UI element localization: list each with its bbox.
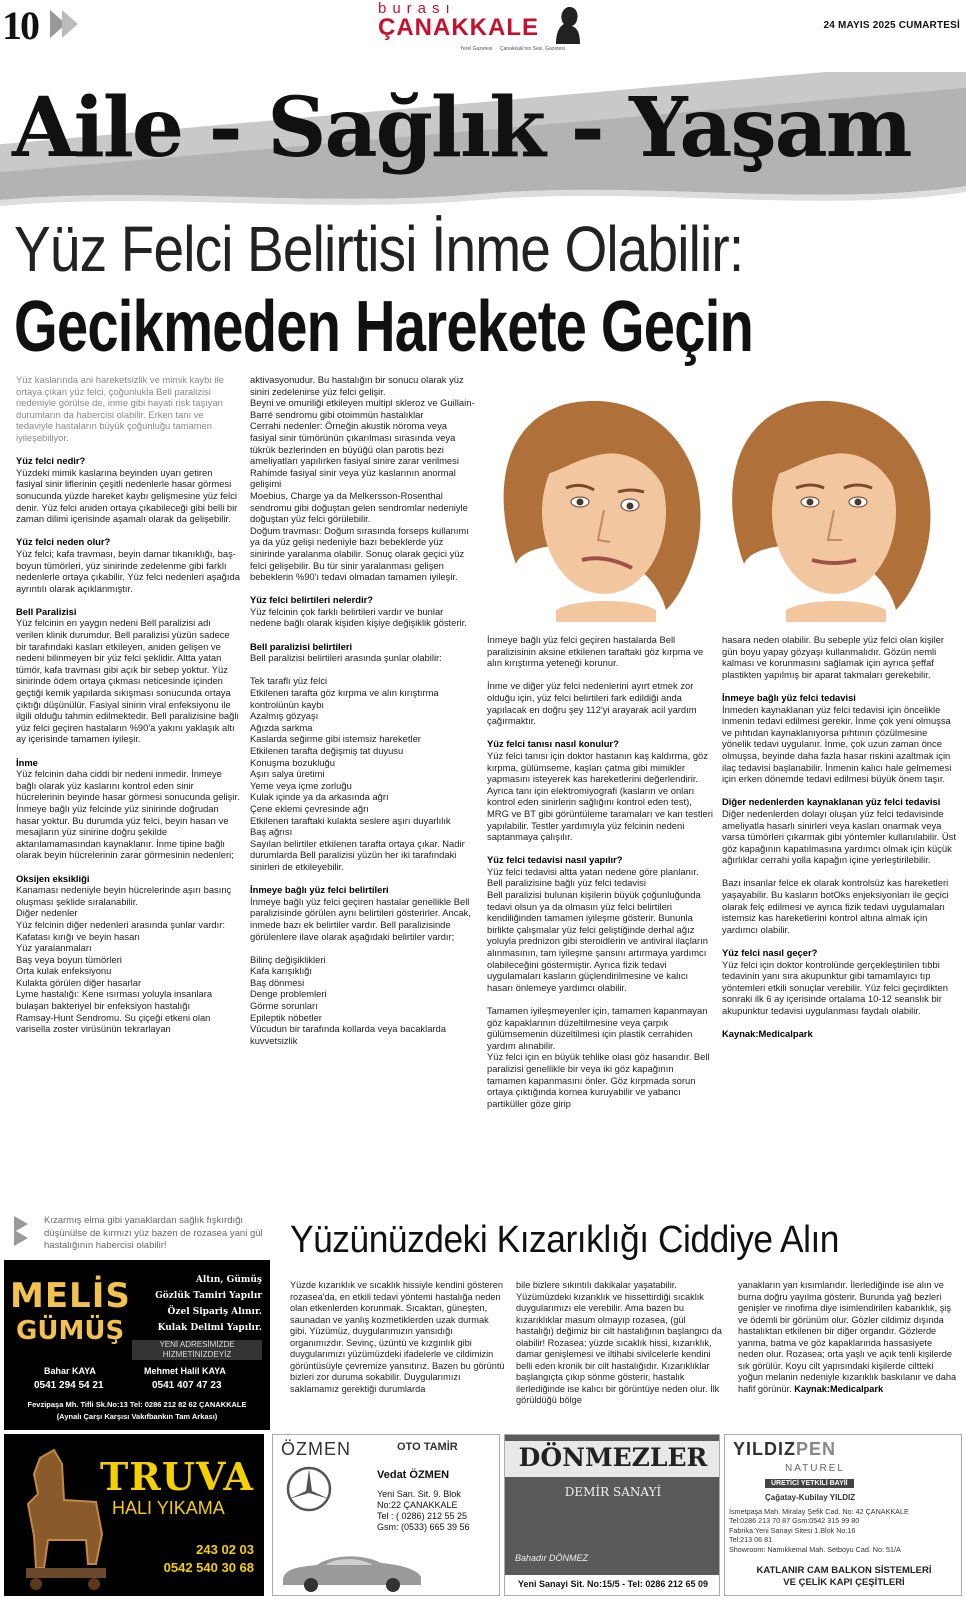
paragraph-gap [250,942,476,954]
contact-line: Fabrika:Yeni Sanayi Sitesi 1.Blok No:16 [729,1525,856,1535]
paragraph: Yüz yaralanmaları [16,942,92,954]
paragraph: Etkilenen tarafta göz kırpma ve alın kırıştırma kontrolünün kaybı [250,687,439,710]
subheading: İnme [16,756,38,768]
facial-palsy-illustration [486,384,956,622]
paragraph: Yüz felci tanısı için doktor hastanın kaş kaldırma, göz kırpma, gülümseme, kaşları çatma gibi mimikler yapmasını isteyerek kas hareketlerini değerlendirir. Ayrıca tanı için elektromiyografi (kasların ve onları kontrol eden sinirlerin sağlığını kontrol eden test), MRG ve BT gibi görüntüleme taramaları ve kan testleri yapılabilir. Testler yardımıyla yüz felcinin nedeni saptanmaya çalışılır. [487,749,713,843]
paragraph: Yüz felcinin daha ciddi bir nedeni inmedir. İnmeye bağlı olarak yüz kaslarını kontrol eden sinir hücrelerinin beyinde hasar görmesi sonucunda gelişir. İnmeye bağlı yüz felcinde yüz sinirinde doğrudan hasar yoktur. Bu durumda yüz felci, beyin hasarı ve mesajların yüz sinirine doğru şekilde aktarılamamasından kaynaklanır. İnme tipine bağlı olarak beyin hücrelerinin zarar görmesinin nedenleri; [16,768,240,861]
paragraph: Kaslarda seğirme gibi istemsiz hareketler [250,733,421,745]
contact-line: Tel:0286 213 70 87 Gsm:0542 315 99 80 [729,1516,860,1526]
paragraph: Denge problemleri [250,988,327,1000]
subheading: Yüz felci nedir? [16,455,86,467]
article2-column-2: bile bizlere sıkıntılı dakikalar yaşatabilir. Yüzümüzdeki kızarıklık ve hissettirdiği sıcaklık duygularımızı ele verebilir. Ama bazen bu kızarıklıklar masum olmayıp rozasea, (gül hastalığı) değimiz bir cilt hastalığının başlangıcı da olabilir! Rozasea; yüzde sıcaklık hissi, kızarıklık, damar genişlemesi ve iltihabi sivilcelerle kendini belli eden kronik bir cilt hastalığıdır. Kızarıklıklar başlangıçta çıkıp sönme gösterir, hastalık ilerlediğinde ise kalıcı bir görüntüye neden olur. İlk görüldüğü bölge [516,1280,722,1405]
ad-yildiz-pen[interactable]: YILDIZPEN NATUREL ÜRETİCİ YETKİLİ BAYİİ Çağatay-Kubilay YILDIZ İsmetpaşa Mah. Miralay Şefik Cad. No: 42 ÇANAKKALE Tel:0286 213 70 87 Gsm:0542 315 99 80 Fabrika:Yeni Sanayi Sitesi 1.Blok No:16 Tel:213 06 81 Showroom: Namıkkemal Mah. Setboyu Cad. No: 51/A KATLANIR CAM BALKON SİSTEMLERİ VE ÇELİK KAPI ÇEŞİTLERİ [724,1434,962,1596]
paragraph-gap [16,861,240,873]
paragraph: Orta kulak enfeksiyonu [16,965,112,977]
article2-callout: Kızarmış elma gibi yanaklardan sağlık fışkırdığı düşünülse de kırmızı yüz bazen de rozasea yani gül hastalığının habercisi olabilir! [44,1215,263,1251]
paragraph: Vücudun bir tarafında kollarda veya bacaklarda kuvvetsizlik [250,1023,446,1046]
paragraph: İnmeye bağlı yüz felci geçiren hastalar genellikle Bell paralizisinde görülen aynı belirtileri gösterirler. Ancak, inmede bazı ek belirtiler vardır. Bell paralizisinde görülenlere ilave olarak aşağıdaki belirtiler vardır; [250,895,471,942]
issue-date: 24 MAYIS 2025 CUMARTESİ [823,20,960,31]
paragraph: Yüz felci için en büyük tehlike olası göz hasarıdır. Bell paralizisi genellikle bir veya iki göz kapağının tamamen kapanmasını önler. Göz kırpmada sorun ortaya çıktığında kornea kuruyabilir ve yabancı partiküller göze girip [487,1051,710,1109]
paragraph-gap [250,583,476,595]
paragraph: Kafatası kırığı ve beyin hasarı [16,930,141,942]
paragraph-gap [487,843,713,855]
paragraph: Lyme hastalığı: Kene ısırması yoluyla insanlara bulaşan bakteriyel bir enfeksiyon hastalığı [16,988,213,1012]
subheading: Yüz felci belirtileri nelerdir? [250,594,373,606]
paragraph: Bilinç değişiklikleri [250,953,326,965]
paragraph-gap [722,785,958,797]
lead-paragraph: Yüz kaslarında ani hareketsizlik ve mimik kaybı ile ortaya çıkan yüz felci, çoğunlukla Bell paralizisi nedeniyle görülse de, inme gibi hayati risk taşıyan durumların da habercisi olabilir. Erken tanı ve tedaviyle hastaların büyük çoğunluğu tamamen iyileşebiliyor. [16,374,224,443]
page-number: 10 [2,3,38,48]
paragraph-gap [250,664,476,676]
paragraph-gap [16,745,240,757]
article2-headline: Yüzünüzdeki Kızarıklığı Ciddiye Alın [290,1219,840,1261]
ad-melis-gumus[interactable]: MELİS GÜMÜŞ Altın, Gümüş Gözlük Tamiri Yapılır Özel Sipariş Alınır. Kulak Delimi Yapılır. YENİ ADRESİMİZDE HİZMETİNİZDEYİZ Bahar KAYA 0541 294 54 21 Mehmet Halil KAYA 0541 407 47 23 Fevzipaşa Mh. Tifli Sk.No:13 Tel: 0286 212 82 62 ÇANAKKALE (Aynalı Çarşı Karşısı Vakıfbankın Tam Arkası) [4,1260,270,1430]
paragraph: İnme ve diğer yüz felci nedenlerini ayırt etmek zor olduğu için, yüz felci belirtileri fark edildiği anda yapılacak en doğru şey 112'yi arayarak acil yardım çağırmaktır. [487,680,697,727]
paragraph-gap [16,594,240,606]
paragraph-gap [487,727,713,739]
headline-line2: Gecikmeden Harekete Geçin [14,287,754,367]
paragraph: Yüz felci için doktor kontrolünde gerçekleştirilen tıbbi tedavinin yanı sıra akupunktur gibi tamamlayıcı tıp yöntemleri etkili sonuçlar verebilir. Yüz felci geçirdikten sonraki ilk 6 ay içerisinde ortalama 10-12 seanslık bir akupunktur tedavisi uygulanması faydalı olabilir. [722,958,948,1016]
article-column-3 [487,634,713,1109]
article-column-2 [250,374,476,1046]
paragraph: Yüz felcinin diğer nedenleri arasında şunlar vardır: [16,918,225,930]
paragraph-gap [16,444,240,456]
paragraph: İnmeye bağlı yüz felci geçiren hastalarda Bell paralizisinin aksine etkilenen taraftaki göz kırpma ve alın kırıştırma yeteneği korunur. [487,634,704,669]
headline-line1: Yüz Felci Belirtisi İnme Olabilir: [14,213,744,285]
article-column-1 [16,374,240,1035]
paragraph-gap [250,873,476,885]
paragraph: Diğer nedenler [16,907,78,919]
newspaper-logo: burası ÇANAKKALE Yerel Gazetesi Çanakkale'nin Sesi, Gazetesi [378,0,588,54]
mercedes-logo-icon [285,1465,333,1513]
ad-ozmen-oto-tamir[interactable]: ÖZMEN OTO TAMİR Vedat ÖZMEN Yeni San. Sit. 9. Blok No:22 ÇANAKKALE Tel : ( 0286) 212 55 25 Gsm: (0533) 665 39 56 [272,1434,500,1596]
paragraph: Ağızda sarkma [250,721,313,733]
paragraph: Cerrahi nedenler: Örneğin akustik nöroma veya fasiyal sinir tümörünün çıkarılması sırasında veya tükrük bezlerinden en büyüğü olan parotis bezi ameliyatları yapılırken fasiyal sinire zarar verilmesi [250,420,459,467]
contact-line: Showroom: Namıkkemal Mah. Setboyu Cad. No: 51/A [729,1544,901,1554]
paragraph: hasara neden olabilir. Bu sebeple yüz felci olan kişiler gün boyu yapay gözyaşı kullanmalıdır. Gözün nemli kalması ve korunmasını sağlamak için ayrıca şeffaf plastikten yapılmış bir aparat takmaları gerekebilir. [722,634,945,680]
paragraph-gap [16,525,240,537]
paragraph: Baş dönmesi [250,976,305,988]
service-item: Altın, Gümüş [195,1275,262,1285]
paragraph: Kanaması nedeniyle beyin hücrelerinde aşırı basınç oluşması şeklide sıralanabilir. [16,884,232,907]
section-wave-divider [0,180,966,208]
ad-donmezler-demir[interactable]: DÖNMEZLER DEMİR SANAYİ Bahadır DÖNMEZ Yeni Sanayi Sit. No:15/5 - Tel: 0286 212 65 09 [504,1434,720,1596]
paragraph: Epileptik nöbetler [250,1011,322,1023]
paragraph: Yeme veya içme zorluğu [250,779,352,791]
paragraph: aktivasyonudur. Bu hastalığın bir sonucu olarak yüz siniri zedelenirse yüz felci gelişir. [250,374,464,397]
paragraph: Ramsay-Hunt Sendromu. Su çiçeği etkeni olan varisella zoster virüsünün tekrarlayan [16,1011,211,1035]
paragraph: Çene eklemi çevresinde ağrı [250,802,369,814]
article2-column-3: yanakların yan kısımlarıdır. İlerlediğinde ise alın ve burna doğru yayılma gösterir. Burunda yağ bezleri genişler ve rinofima diye isimlendirilen kabarıklık, şiş ve ödemli bir görünüm olur. Gözler cildimiz dışında hastalıktan etkilenen bir diğer organdır. Gözlerde yanma, batma ve göz kapaklarında hassasiyete neden olur. Rozasea; orta yaşlı ve açık tenli kişilerde sık görülür. Koyu cilt yapısındaki kişilerde ciltteki yoğun melanin nedeniyle kızarıklık baskılanır ve daha hafif görünür. Kaynak:Medicalpark [738,1280,957,1394]
paragraph: Tamamen iyileşmeyenler için, tamamen kapanmayan göz kapaklarının düzeltilmesine veya çarpık gülümsemenin düzeltilmesi için plastik cerrahiden yardım alınabilir. [487,1005,708,1051]
paragraph: Diğer nedenlerden dolayı oluşan yüz felci tedavisinde ameliyatla hasarlı sinirleri veya kasları onarmak veya varsa tümörleri çıkarmak gibi yöntemler kullanılabilir. Üst göz kapağının kapatılmasına yardımcı olmak için küçük ağırlıklar cerrahi yolla kapağın içine yerleştirilebilir. [722,807,956,866]
paragraph: Etkilenen tarafta değişmiş tat duyusu [250,745,404,756]
article-column-4 [722,634,958,1040]
face-normal [732,401,930,622]
face-with-palsy [504,401,701,622]
subheading: Kaynak:Medicalpark [722,1028,813,1040]
paragraph: Bell paralizisi belirtileri arasında şunlar olabilir: [250,652,442,664]
paragraph: Yüz felcinin en yaygın nedeni Bell paralizisi adı verilen klinik durumdur. Bell paralizisi yüzün sadece bir tarafındaki kasları etkileyen, aniden gelişen ve nedeni bilinmeyen bir yüz felci şeklidir. Altta yatan tümör, kafa travması gibi açık bir sebep yoktur. Yüz sinirinde ödem ortaya çıkması neticesinde içinden geçtiği kemik yapılarda sıkışması sonucunda ortaya çıktığı düşünülür. Fasiyal sinirin viral enfeksiyonu ile ilgili olduğu tahmin edilmektedir. Bell paralizisine bağlı yüz felci geçiren hastaların %90'a yakını yaklaşık altı ay içerisinde tamamen iyileşir. [16,617,240,745]
service-item: Gözlük Tamiri Yapılır [155,1291,262,1301]
subheading: Bell Paralizisi [16,605,77,617]
paragraph-gap [487,669,713,681]
chevron-right-icon [62,10,78,38]
paragraph-gap [250,629,476,641]
paragraph: Moebius, Charge ya da Melkersson-Rosenthal sendromu gibi doğuştan gelen sendromlar nedeniyle doğuştan yüz felci görülebilir. [250,489,468,525]
paragraph-gap [722,935,958,947]
paragraph-gap [722,1017,958,1029]
paragraph: Kulak içinde ya da arkasında ağrı [250,791,389,803]
contact-line: Tel:213 06 81 [729,1535,773,1545]
paragraph: Yüz felci tedavisi altta yatan nedene göre planlanır. [487,865,699,877]
double-arrow-icon [14,1230,28,1246]
subheading: Bell paralizisi belirtileri [250,640,353,652]
paragraph: Kafa karışıklığı [250,965,313,977]
subheading: Yüz felci neden olur? [16,536,111,548]
service-item: Özel Sipariş Alınır. [167,1307,262,1317]
subheading: Yüz felci tedavisi nasıl yapılır? [487,854,623,866]
article2-column-1: Yüzde kızarıklık ve sıcaklık hissiyle kendini gösteren rozasea'da, en etkili tedavi yöntemi hastalığa neden olan etkenlerden korunmak. Sıcaktan, güneşten, saunadan ve yanlış kozmetiklerden uzak durmak gibi. Yüzümüz, duygularımızın yansıdığı organımızdır. Sevinç, üzüntü ve kızgınlık gibi duygularımızı yüzümüzdeki ifadelerle ve cildimizin görüntüsüyle çevremize yansıtırız. Bazen bu görüntü bizleri zor duruma sokabilir. Duygularımızı saklamamız gerektiği durumlarda [290,1280,505,1394]
car-icon [277,1545,427,1593]
ad-truva-hali-yikama[interactable]: TRUVA HALI YIKAMA 243 02 03 0542 540 30 68 [4,1434,264,1596]
paragraph: İnmeden kaynaklanan yüz felci tedavisi için öncelikle inmenin tedavi edilmesi gerekir. İnme çok yeni olmuşsa ve pıhtıdan kaynaklanıyorsa pıhtının çözülmesine yönelik tedavi uygulanır. İnme, çok uzun zaman önce olmuşsa, beyinde daha fazla hasar riskini azaltmak için ilaç tedavisi başlanabilir. İnmenin kalıcı hale gelmemesi için erken dönemde tedavi edilmesi büyük önem taşır. [722,703,952,785]
paragraph: Azalmış gözyaşı [250,710,319,722]
paragraph: Beyni ve omuriliği etkileyen multipl skleroz ve Guillain-Barré sendromu gibi otoimmün hastalıklar [250,397,475,420]
paragraph: Bell paralizisi bulunan kişilerin büyük çoğunluğunda tedavi olsun ya da olmasın yüz felci belirtileri kendiliğinden tamamen iyileşme gösterir. Bununla birlikte çalışmalar yüz felci geliştiğinde derhal ağız yoluyla prednizon gibi steroidlerin ve antiviral ilaçların alınmasının, tam iyileşme şansını artırmaya yardımcı olabileceğini göstermiştir. Ayrıca fizik tedavi uygulamaları kasların güçlendirilmesine ve kalıcı hasarı önlemeye yardımcı olabilir. [487,889,708,993]
paragraph-gap [722,866,958,878]
contact-line: İsmetpaşa Mah. Miralay Şefik Cad. No: 42 ÇANAKKALE [729,1507,909,1516]
paragraph: Baş ağrısı [250,826,293,838]
paragraph-gap [487,993,713,1005]
section-title: Aile - Sağlık - Yaşam [12,80,911,176]
subheading: İnmeye bağlı yüz felci belirtileri [250,884,389,896]
paragraph: Yüz felci; kafa travması, beyin damar tıkanıklığı, baş-boyun tümörleri, yüz sinirinde zedelenme gibi farklı nedenlerle ortaya çıkabilir. Yüz felci nedenleri aşağıda ayrıntılı olarak açıklanmıştır. [16,547,240,594]
subheading: Yüz felci nasıl geçer? [722,947,818,959]
paragraph-gap [722,680,958,692]
paragraph: Sayılan belirtiler etkilenen tarafta ortaya çıkar. Nadir durumlarda Bell paralizisi yüzün her iki tarafındaki sinirleri de etkileyebilir. [250,837,465,872]
trojan-horse-icon [10,1444,110,1592]
paragraph: Rahimde fasiyal sinir veya yüz kaslarının anormal gelişimi [250,466,456,490]
paragraph: Baş veya boyun tümörleri [16,953,122,965]
service-item: Kulak Delimi Yapılır. [157,1323,262,1333]
paragraph: Yüzdeki mimik kaslarına beyinden uyarı getiren fasiyal sinir liflerinin çeşitli nedenlerle hasar görmesi sonucunda yüzde hareket kaybı gelişmesine yüz felci denir. Yüz felci aniden ortaya çıkabileceği gibi belli bir zaman dilimi içerisinde aşamalı olarak da gelişebilir. [16,466,238,525]
paragraph: Doğum travması: Doğum sırasında forseps kullanımı ya da yüz gelişi nedeniyle bazı bebeklerde yüz sinirinde yaralanma olabilir. Sonuç olarak geçici yüz felci gelişebilir. Bu tür sinir yaralanması gelişen bebeklerin %90'ı tedavi olmadan tamamen iyileşir. [250,524,469,583]
paragraph: Tek taraflı yüz felci [250,675,328,687]
paragraph: Kulakta görülen diğer hasarlar [16,976,142,988]
subheading: Yüz felci tanısı nasıl konulur? [487,738,619,750]
paragraph: Yüz felcinin çok farklı belirtileri vardır ve bunlar nedene bağlı olarak kişiden kişiye değişiklik gösterir. [250,605,467,629]
paragraph: Bazı insanlar felce ek olarak kontrolsüz kas hareketleri yaşayabilir. Bu kasların botOks enjeksiyonları ile geçici olarak felç edilmesi ve ayrıca fizik tedavi uygulamaları istemsiz kas hareketlerini kontrol altına almak için yardımcı olabilir. [722,877,949,935]
paragraph: Konuşma bozukluğu [250,756,335,768]
source-credit: Kaynak:Medicalpark [794,1383,884,1394]
paragraph: Etkilenen taraftaki kulakta seslere aşırı duyarlılık [250,814,451,826]
paragraph: Bell paralizisine bağlı yüz felci tedavisi [487,877,646,889]
paragraph: Aşırı salya üretimi [250,768,325,780]
subheading: İnmeye bağlı yüz felci tedavisi [722,691,856,703]
paragraph: Görme sorunları [250,1000,318,1012]
subheading: Oksijen eksikliği [16,872,90,884]
subheading: Diğer nedenlerden kaynaklanan yüz felci tedavisi [722,796,941,808]
ataturk-portrait-icon [550,2,582,46]
